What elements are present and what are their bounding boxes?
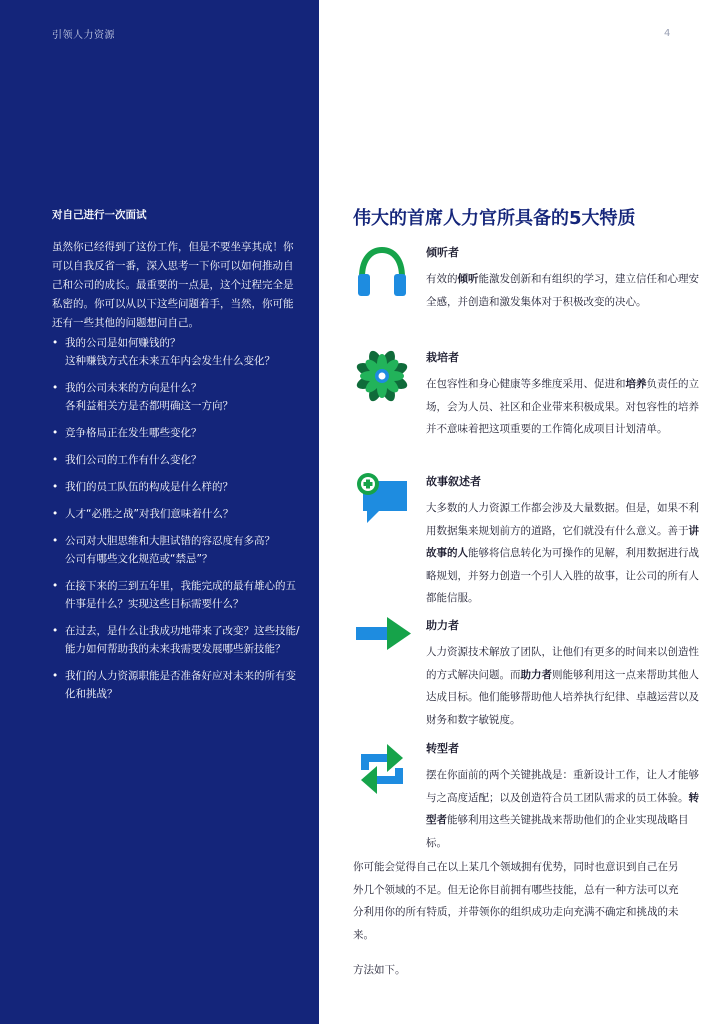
closing-line: 方法如下。 xyxy=(353,964,406,976)
question-item: • 我们的人力资源职能是否准备好应对未来的所有变化和挑战？ xyxy=(52,667,302,703)
page-number: 4 xyxy=(664,28,671,39)
question-item: • 我们的员工队伍的构成是什么样的？ xyxy=(52,478,302,496)
arrow-right-icon xyxy=(353,617,411,675)
trait-description: 在包容性和身心健康等多维度采用、促进和培养负责任的立场，会为人员、社区和企业带来积极成果。对包容性的培养并不意味着把这项重要的工作简化成项目计划清单。 xyxy=(426,378,699,435)
sidebar-intro: 虽然你已经得到了这份工作，但是不要坐享其成！你可以自我反省一番，深入思考一下你可以如何推动自己和公司的成长。最重要的一点是，这个过程完全是私密的。你可以从以下这些问题着手，当然，你可能还有一些其他的问题想问自己。 xyxy=(52,241,294,329)
trait-title: 倾听者 xyxy=(426,246,459,259)
question-item: • 我的公司未来的方向是什么？ 各利益相关方是否都明确这一方向？ xyxy=(52,379,302,415)
question-item: • 公司对大胆思维和大胆试错的容忍度有多高？ 公司有哪些文化规范或“禁忌”？ xyxy=(52,532,302,568)
trait-description: 大多数的人力资源工作都会涉及大量数据。但是，如果不利用数据集来规划前方的道路，它们就没有什么意义。善于讲故事的人能够将信息转化为可操作的见解，利用数据进行战略规划，并努力创造一个引人入胜的故事，让公司的所有人都能信服。 xyxy=(426,502,699,604)
question-item: • 人才“必胜之战”对我们意味着什么？ xyxy=(52,505,302,523)
trait-title: 栽培者 xyxy=(426,351,459,364)
speech-bubble-plus-icon xyxy=(353,473,411,531)
sidebar-heading: 对自己进行一次面试 xyxy=(52,209,147,221)
question-item: • 我们公司的工作有什么变化？ xyxy=(52,451,302,469)
question-list xyxy=(52,334,302,712)
trait-title: 转型者 xyxy=(426,742,459,755)
headphones-icon xyxy=(353,244,411,302)
trait-title: 故事叙述者 xyxy=(426,475,481,488)
question-item: • 在接下来的三到五年里，我能完成的最有雄心的五件事是什么？实现这些目标需要什么？ xyxy=(52,577,302,613)
transform-arrows-icon xyxy=(353,740,411,798)
question-item: • 竞争格局正在发生哪些变化？ xyxy=(52,424,302,442)
trait-title: 助力者 xyxy=(426,619,459,632)
trait-description: 人力资源技术解放了团队，让他们有更多的时间来以创造性的方式解决问题。而助力者则能够利用这一点来帮助其他人达成目标。他们能够帮助他人培养执行纪律、卓越运营以及财务和数字敏锐度。 xyxy=(426,646,699,726)
trait-description: 摆在你面前的两个关键挑战是：重新设计工作，让人才能够与之高度适配；以及创造符合员工团队需求的员工体验。转型者能够利用这些关键挑战来帮助他们的企业实现战略目标。 xyxy=(426,769,699,849)
conclusion-paragraph: 你可能会觉得自己在以上某几个领域拥有优势，同时也意识到自己在另外几个领域的不足。但无论你目前拥有哪些技能，总有一种方法可以充分利用你的所有特质，并带领你的组织成功走向充满不确定和挑战的未来。 xyxy=(353,861,679,941)
trait-description: 有效的倾听能激发创新和有组织的学习，建立信任和心理安全感，并创造和激发集体对于积极改变的决心。 xyxy=(426,273,699,308)
running-header: 引领人力资源 xyxy=(52,30,115,41)
question-item: • 在过去，是什么让我成功地带来了改变？这些技能/能力如何帮助我的未来我需要发展哪些新技能？ xyxy=(52,622,302,658)
flower-icon xyxy=(353,349,411,407)
question-item: • 我的公司是如何赚钱的？ 这种赚钱方式在未来五年内会发生什么变化？ xyxy=(52,334,302,370)
main-title: 伟大的首席人力官所具备的5大特质 xyxy=(353,208,636,229)
sidebar-panel xyxy=(0,0,319,1024)
